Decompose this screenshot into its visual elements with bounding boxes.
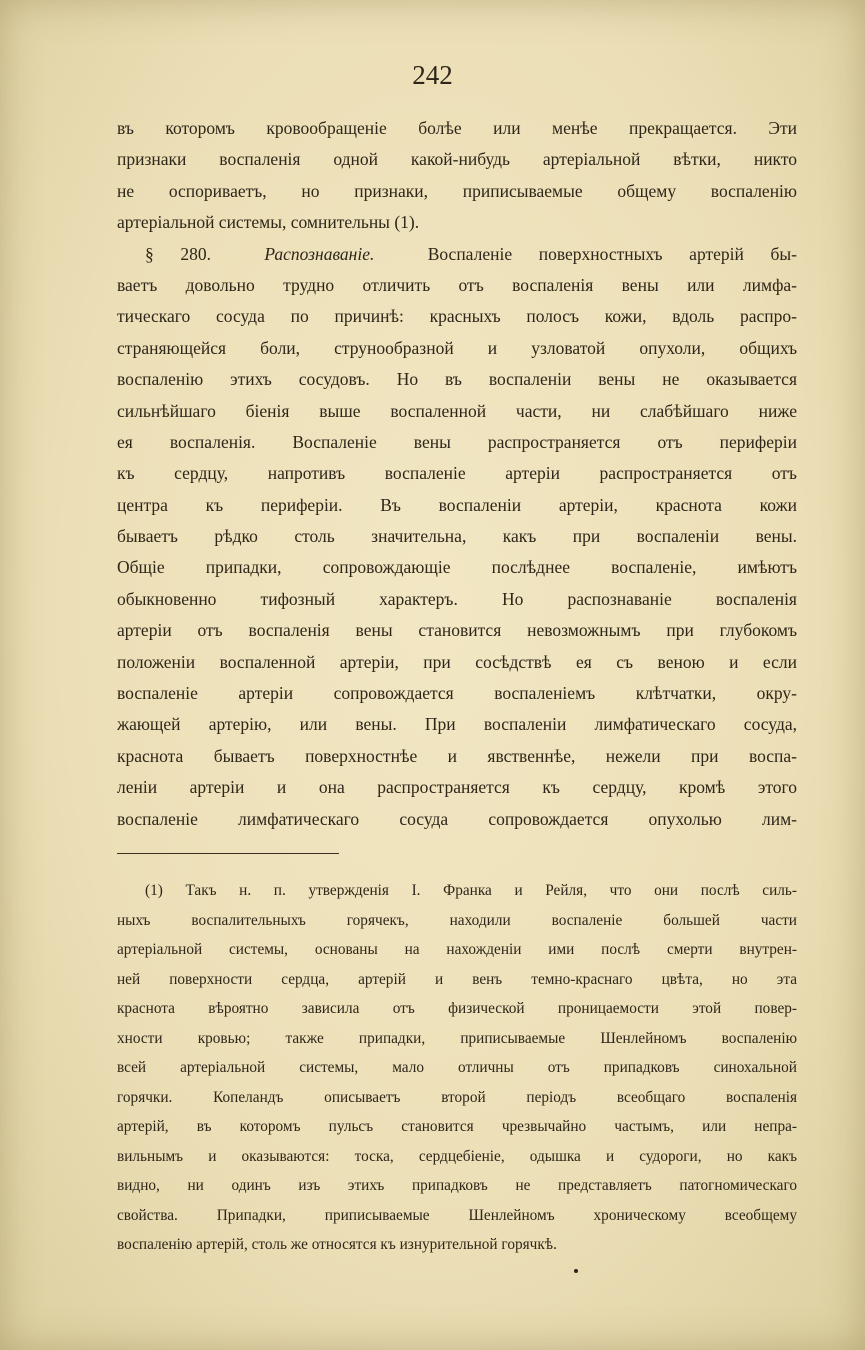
footnote-line: вильнымъ и оказываются: тоска, сердцебіеніе, одышка и судороги, но какъ <box>117 1147 797 1165</box>
footnote-divider <box>117 853 339 854</box>
section-line: тическаго сосуда по причинѣ: красныхъ полосъ кожи, вдоль распро- <box>117 306 797 327</box>
section-number: § 280. <box>145 243 212 264</box>
section-first-line: Воспаленіе поверхностныхъ артерій бы- <box>427 243 797 264</box>
section-line: артеріи отъ воспаленія вены становится невозможнымъ при глубокомъ <box>117 620 797 641</box>
section-line: бываетъ рѣдко столь значительна, какъ при воспаленіи вены. <box>117 526 797 547</box>
section-line: центра къ периферіи. Въ воспаленіи артеріи, краснота кожи <box>117 494 797 515</box>
footnote-line: свойства. Припадки, приписываемые Шенлейномъ хроническому всеобщему <box>117 1206 797 1224</box>
section-line: ея воспаленія. Воспаленіе вены распространяется отъ периферіи <box>117 431 797 452</box>
footnote-line: (1) Такъ н. п. утвержденія І. Франка и Рейля, что они послѣ силь- <box>145 882 797 899</box>
section-line: воспаленіе лимфатическаго сосуда сопровождается опухолью лим- <box>117 808 797 829</box>
footnote-line: ней поверхности сердца, артерій и венъ темно-краснаго цвѣта, но эта <box>117 970 797 988</box>
section-line: Общіе припадки, сопровождающіе послѣднее воспаленіе, имѣютъ <box>117 557 797 578</box>
main-text <box>117 113 797 835</box>
footnote-line: воспаленію артерій, столь же относятся къ изнурительной горячкѣ. <box>117 1236 557 1253</box>
section-line: воспаленіе артеріи сопровождается воспаленіемъ клѣтчатки, окру- <box>117 683 797 704</box>
footnote-line: всей артеріальной системы, мало отличны отъ припадковъ синохальной <box>117 1059 797 1076</box>
section-line: сильнѣйшаго біенія выше воспаленной части, ни слабѣйшаго ниже <box>117 400 797 421</box>
section-line: положеніи воспаленной артеріи, при сосѣдствѣ ея съ веною и если <box>117 651 797 672</box>
footnote-line: горячки. Копеландъ описываетъ второй періодъ всеобщаго воспаленія <box>117 1088 797 1106</box>
footnote-line: краснота вѣроятно зависила отъ физической проницаемости этой повер- <box>117 1000 797 1017</box>
section-line: краснота бываетъ поверхностнѣе и явственнѣе, нежели при воспа- <box>117 745 797 766</box>
section-line: страняющейся боли, струнообразной и узловатой опухоли, общихъ <box>117 337 797 358</box>
body-line: признаки воспаленія одной какой-нибудь артеріальной вѣтки, никто <box>117 149 797 170</box>
footnote-line: артеріальной системы, основаны на нахожденіи ими послѣ смерти внутрен- <box>117 941 797 958</box>
section-line: жающей артерію, или вены. При воспаленіи лимфатическаго сосуда, <box>117 714 797 735</box>
body-line: въ которомъ кровообращеніе болѣе или менѣе прекращается. Эти <box>117 118 797 138</box>
footnote-line: артерій, въ которомъ пульсъ становится чрезвычайно частымъ, или непра- <box>117 1118 797 1135</box>
footnote-line: хности кровью; также припадки, приписываемые Шенлейномъ воспаленію <box>117 1029 797 1047</box>
footnote-line: видно, ни одинъ изъ этихъ припадковъ не представляетъ патогномическаго <box>117 1177 797 1194</box>
section-line: ваетъ довольно трудно отличить отъ воспаленія вены или лимфа- <box>117 274 797 295</box>
section-heading-line <box>117 239 797 270</box>
section-title: Распознаваніе. <box>264 243 375 264</box>
section-line: обыкновенно тифозный характеръ. Но распознаваніе воспаленія <box>117 588 797 609</box>
footnote <box>117 876 797 1260</box>
signature-mark <box>574 1269 578 1273</box>
section-line: воспаленію этихъ сосудовъ. Но въ воспаленіи вены не оказывается <box>117 369 797 390</box>
footnote-line: ныхъ воспалительныхъ горячекъ, находили воспаленіе большей части <box>117 911 797 929</box>
body-line: не оспориваетъ, но признаки, приписываемые общему воспаленію <box>117 180 797 201</box>
section-line: леніи артеріи и она распространяется къ сердцу, кромѣ этого <box>117 777 797 798</box>
body-line: артеріальной системы, сомнительны (1). <box>117 212 420 233</box>
section-line: къ сердцу, напротивъ воспаленіе артеріи распространяется отъ <box>117 463 797 484</box>
page-number: 242 <box>412 60 453 90</box>
